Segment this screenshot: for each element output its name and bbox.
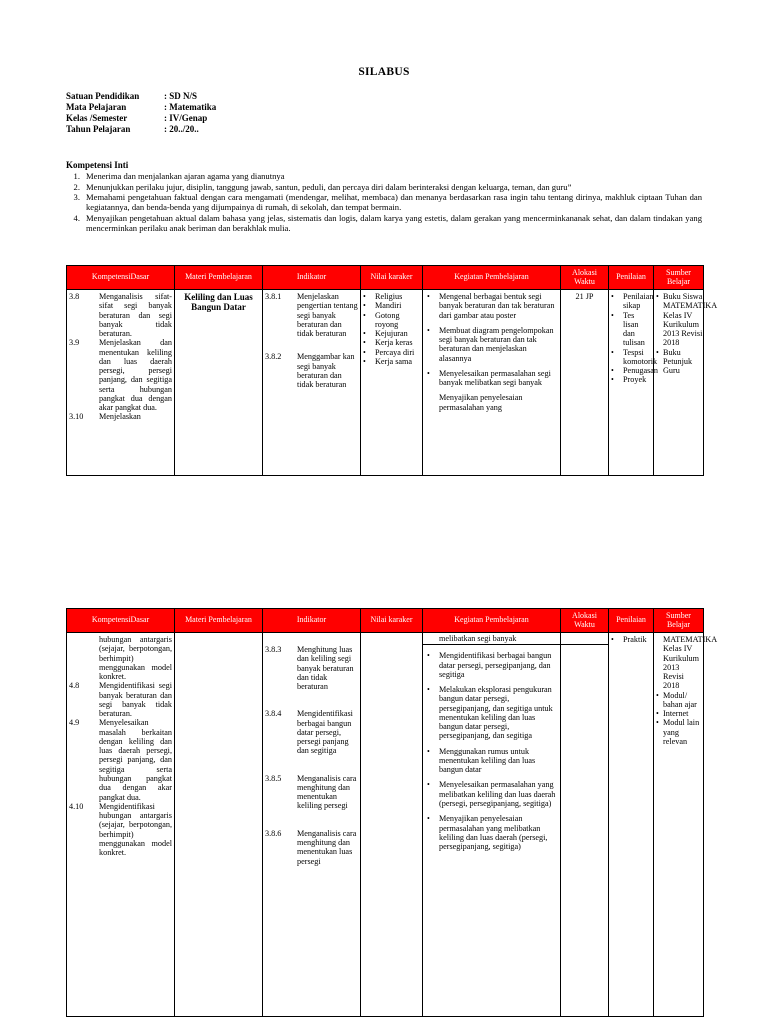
nilai-item: • Gotong royong <box>363 310 400 329</box>
nilai-item: • Kerja sama <box>363 356 413 366</box>
kegiatan-item: • Menggunakan rumus untuk menentukan keliling dan luas bangun datar <box>427 746 536 775</box>
nilai-item: • Kerja keras <box>363 338 413 348</box>
kegiatan-item: • Mengenal berbagai bentuk segi banyak beraturan dan tak beraturan dari gambar atau poster <box>427 292 555 320</box>
kd-item: 4.8 Mengidentifikasi segi banyak beraturan dan segi banyak tidak beraturan. <box>69 681 172 719</box>
col-header: Indikator <box>263 609 361 633</box>
indikator-item: 3.8.2 Menggambar kan segi banyak beraturan dan tidak beraturan <box>265 352 355 390</box>
table-row <box>67 633 704 1017</box>
meta-row: Satuan Pendidikan : SD N/S <box>66 91 198 101</box>
kd-item: 4.9 Menyelesaikan masalah berkaitan dengan keliling dan luas daerah persegi, persegi panjang, dan segitiga serta hubungan pangkat dua dengan akar pangkat dua. <box>69 718 172 802</box>
kegiatan-cell <box>423 290 561 476</box>
kegiatan-item: • Membuat diagram pengelompokan segi banyak beraturan dan tak beraturan dan menjelaskan alasannya <box>427 325 554 363</box>
page-title: SILABUS <box>358 66 410 78</box>
meta-row: Tahun Pelajaran : 20../20.. <box>66 124 199 134</box>
col-header: Alokasi Waktu <box>561 266 609 290</box>
nilai-item: • Kejujuran <box>363 329 408 339</box>
materi-cell: Keliling dan Luas Bangun Datar <box>175 290 263 476</box>
kegiatan-item: • Melakukan eksplorasi pengukuran bangun datar persegi, persegipanjang, dan segitiga untuk menentukan keliling dan luas bangun datar persegi, persegipanjang, dan segitiga <box>427 685 553 741</box>
sumber-item: • Modul/ bahan ajar <box>656 690 697 709</box>
identity-block <box>66 91 216 135</box>
penilaian-item: • Penilaian sikap <box>611 292 654 311</box>
indikator-cell <box>263 633 361 1017</box>
penilaian-item: • Tespsi komotorik <box>611 347 658 366</box>
syllabus-table-2 <box>66 608 717 1017</box>
table-header-row <box>67 266 704 290</box>
col-header: Materi Pembelajaran <box>175 609 263 633</box>
sumber-item: • Buku Petunjuk Guru <box>656 347 693 376</box>
sumber-item: • Internet <box>656 709 689 719</box>
col-header: Nilai karaker <box>361 266 423 290</box>
col-header: Kegiatan Pembelajaran <box>423 609 561 633</box>
sumber-cell <box>654 633 717 1017</box>
indikator-item: 3.8.1 Menjelaskan pengertian tentang segi banyak beraturan dan tidak beraturan <box>265 292 358 339</box>
col-header: KompetensiDasar <box>67 266 175 290</box>
col-header: Sumber Belajar <box>654 266 704 290</box>
nilai-cell <box>361 290 423 476</box>
sumber-item: • Modul lain yang relevan <box>656 718 700 746</box>
sumber-item: • Buku Siswa MATEMATIKA Kelas IV Kurikulum 2013 Revisi 2018 <box>656 292 717 348</box>
col-header: KompetensiDasar <box>67 609 175 633</box>
kd-item: 3.8 Menganalisis sifat-sifat segi banyak beraturan dan segi banyak tidak beraturan. <box>69 292 172 339</box>
table-row <box>67 290 704 476</box>
kd-item: 3.10 Menjelaskan <box>69 412 141 422</box>
syllabus-table-1 <box>66 265 717 476</box>
table-header-row <box>67 609 704 633</box>
kd-item: hubungan antargaris (sejajar, berpotongan, berhimpit) menggunakan model konkret. <box>99 635 172 682</box>
ki-item: 4. Menyajikan pengetahuan aktual dalam bahasa yang jelas, sistematis dan logis, dalam karya yang estetis, dalam gerakan yang mencerminkananak sehat, dan dalam tindakan yang mencerminkan perilaku anak beriman dan berakhlak mulia. <box>73 212 702 233</box>
kd-cell <box>67 290 175 476</box>
nilai-item: • Religius <box>363 292 403 301</box>
penilaian-item: • Penugasan <box>611 366 659 376</box>
ki-item: 2. Menunjukkan perilaku jujur, disiplin, tanggung jawab, santun, peduli, dan percaya diri dalam berinteraksi dengan keluarga, teman, dan guru” <box>73 181 572 192</box>
kegiatan-item: • Menyajikan penyelesaian permasalahan yang melibatkan keliling dan luas daerah (persegi, persegipanjang, segitiga) <box>427 814 548 852</box>
ki-item: 3. Memahami pengetahuan faktual dengan cara mengamati (mendengar, melihat, membaca) dan menanya berdasarkan rasa ingin tahu tentang dirinya, makhluk ciptaan Tuhan dan kegiatannya, dan benda-benda yang dijumpainya di rumah, di sekolah, dan tempat bermain. <box>73 192 702 213</box>
ki-heading: Kompetensi Inti <box>66 160 129 170</box>
meta-row: Kelas /Semester : IV/Genap <box>66 113 208 123</box>
nilai-item: • Percaya diri <box>363 347 415 357</box>
col-header: Alokasi Waktu <box>561 609 609 633</box>
sumber-carryover: MATEMATIKA Kelas IV Kurikulum 2013 Revisi 2018 <box>663 635 717 691</box>
kd-item: 4.10 Mengidentifikasi hubungan antargaris (sejajar, berpotongan, berhimpit) menggunakan model konkret. <box>69 801 172 858</box>
kegiatan-item: • Menyelesaikan permasalahan segi banyak melibatkan segi banyak <box>427 368 551 388</box>
alokasi-cell <box>561 633 609 1017</box>
indikator-cell <box>263 290 361 476</box>
nilai-cell <box>361 633 423 1017</box>
indikator-item: 3.8.6 Menganalisis cara menghitung dan menentukan luas persegi <box>265 828 357 866</box>
penilaian-cell <box>609 633 654 1017</box>
penilaian-cell <box>609 290 659 476</box>
col-header: Sumber Belajar <box>654 609 704 633</box>
col-header: Indikator <box>263 266 361 290</box>
kegiatan-carryover: melibatkan segi banyak <box>423 633 560 645</box>
kegiatan-item: • Menyelesaikan permasalahan yang melibatkan keliling dan luas daerah (persegi, persegipanjang, segitiga) <box>427 780 556 808</box>
col-header: Materi Pembelajaran <box>175 266 263 290</box>
kd-cell <box>67 633 175 1017</box>
ki-item: 1. Menerima dan menjalankan ajaran agama yang dianutnya <box>73 171 285 181</box>
indikator-item: 3.8.4 Mengidentifikasi berbagai bangun datar persegi, persegi panjang dan segitiga <box>265 709 353 756</box>
col-header: Kegiatan Pembelajaran <box>423 266 561 290</box>
kd-item: 3.9 Menjelaskan dan menentukan keliling dan luas daerah persegi, persegi panjang, dan segitiga serta hubungan pangkat dua dengan akar pangkat dua. <box>69 338 172 413</box>
sumber-cell <box>654 290 717 476</box>
alokasi-cell: 21 JP <box>561 290 609 476</box>
penilaian-item: • Proyek <box>611 375 647 385</box>
nilai-item: • Mandiri <box>363 301 402 311</box>
meta-row: Mata Pelajaran : Matematika <box>66 102 217 112</box>
penilaian-item: • Praktik <box>611 635 647 644</box>
penilaian-item: • Tes lisan dan tulisan <box>611 310 645 348</box>
col-header: Nilai karaker <box>361 609 423 633</box>
col-header: Penilaian <box>609 609 654 633</box>
indikator-item: 3.8.3 Menghitung luas dan keliling segi banyak beraturan dan tidak beraturan <box>265 645 354 692</box>
materi-cell <box>175 633 263 1017</box>
ki-list <box>66 172 702 234</box>
kegiatan-item: Menyajikan penyelesaian permasalahan yang <box>439 393 523 412</box>
indikator-item: 3.8.5 Menganalisis cara menghitung dan menentukan keliling persegi <box>265 773 357 811</box>
kegiatan-cell <box>423 633 561 1017</box>
kegiatan-item: • Mengidentifikasi berbagai bangun datar persegi, persegipanjang, dan segitiga <box>427 651 552 679</box>
col-header: Penilaian <box>609 266 654 290</box>
